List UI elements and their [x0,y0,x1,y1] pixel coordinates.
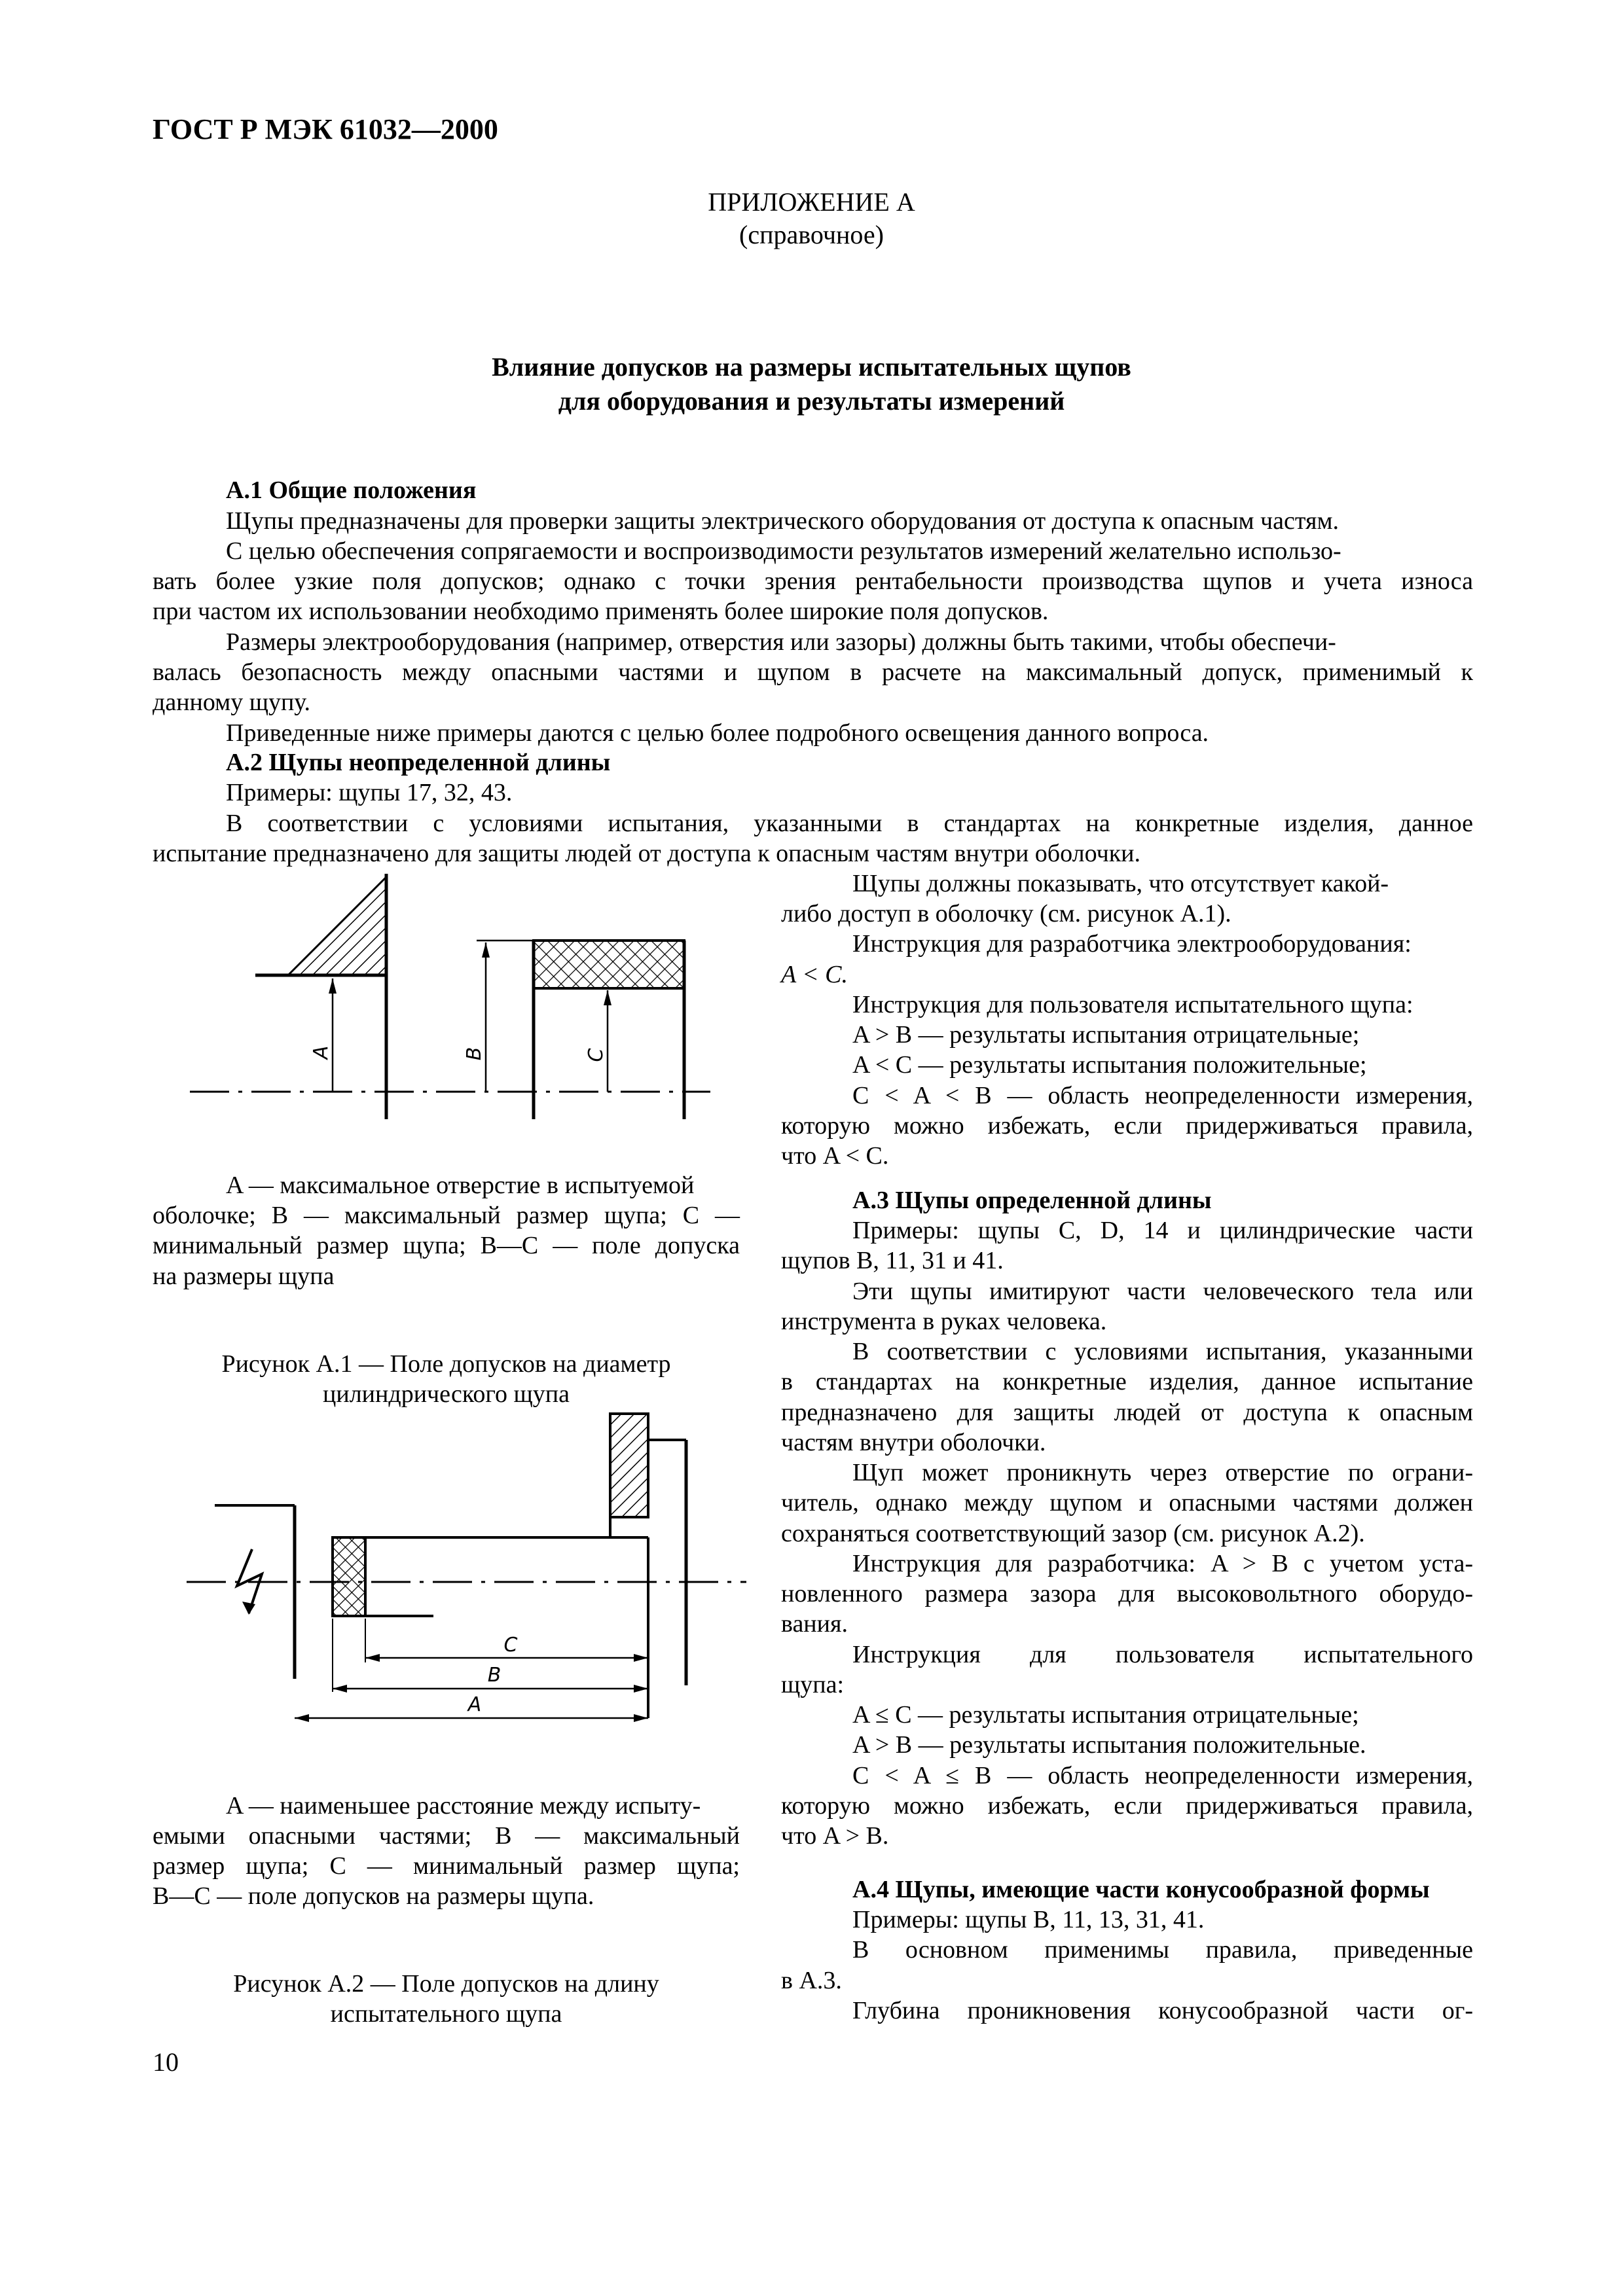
fig2-legend-line1: A — наименьшее расстояние между испыту- [226,1792,701,1820]
a4-p1-line1: В основном применимы правила, приведенные [852,1936,1473,1964]
a2-right-line2: либо доступ в оболочку (см. рисунок А.1). [781,900,1231,927]
a3-p2-line4: частям внутри оболочки. [781,1429,1046,1456]
appendix-kind: (справочное) [739,220,884,249]
fig1-caption-line1: Рисунок А.1 — Поле допусков на диаметр [221,1350,671,1378]
a4-examples: Примеры: щупы B, 11, 13, 31, 41. [852,1906,1205,1933]
a3-rule-1: A ≤ C — результаты испытания отрицательные; [852,1701,1359,1729]
fig1-legend-line2: оболочке; B — максимальный размер щупа; C — [153,1202,740,1229]
a3-p4-line1: Инструкция для разработчика: A > B с учетом уста- [852,1550,1473,1577]
a3-p2-line2: в стандартах на конкретные изделия, данное испытание [781,1368,1473,1395]
fig2-label-a: A [467,1693,482,1716]
a2-right-line7: A < C — результаты испытания положительные; [852,1051,1367,1079]
a3-p3-line3: сохраняться соответствующий зазор (см. рисунок А.2). [781,1520,1365,1547]
fig1-label-b: B [463,1047,486,1061]
fig1-label-a: A [310,1045,333,1060]
fig1-legend-line1: A — максимальное отверстие в испытуемой [226,1172,695,1199]
a3-p3-line2: читель, однако между щупом и опасными частями должен [781,1489,1473,1516]
a3-examples-line1: Примеры: щупы C, D, 14 и цилиндрические части [852,1217,1473,1244]
a2-p1-line1: В соответствии с условиями испытания, указанными в стандартах на конкретные изделия, данное [226,810,1473,837]
a1-p3-line2: валась безопасность между опасными частями и щупом в расчете на максимальный допуск, применимый к [153,658,1473,686]
a3-rule-2: A > B — результаты испытания положительные. [852,1731,1366,1759]
a2-right-line1: Щупы должны показывать, что отсутствует какой- [852,870,1389,897]
document-header: ГОСТ Р МЭК 61032—2000 [153,113,498,145]
a2-right-line10: что A < C. [781,1142,889,1170]
a2-right-line3: Инструкция для разработчика электрооборудования: [852,930,1412,958]
a3-p4-line2: новленного размера зазора для высоковольтного оборудо- [781,1580,1473,1607]
obstacle-hatched-block [610,1414,648,1517]
a1-p3-line3: данному щупу. [153,689,310,716]
fig2-caption-line2: испытательного щупа [330,2000,562,2028]
fig2-legend-line3: размер щупа; C — минимальный размер щупа; [153,1852,740,1880]
appendix-title-line2: для оборудования и результаты измерений [558,386,1065,416]
a3-p3-line1: Щуп может проникнуть через отверстие по ограни- [852,1459,1473,1486]
a3-p5-line1: Инструкция для пользователя испытательного [852,1641,1473,1668]
appendix-label: ПРИЛОЖЕНИЕ А [708,187,915,217]
a3-p1-line2: инструмента в руках человека. [781,1308,1107,1335]
a3-p8-line2: которую можно избежать, если придерживаться правила, [781,1792,1473,1820]
a1-p3-line1: Размеры электрооборудования (например, отверстия или зазоры) должны быть такими, чтобы обеспечи- [226,628,1336,656]
a2-examples: Примеры: щупы 17, 32, 43. [226,779,513,806]
fig2-label-b: B [487,1664,501,1687]
a4-p2: Глубина проникновения конусообразной части ог- [852,1997,1473,2024]
probe-crosshatched-head [534,941,684,988]
a3-examples-line2: щупов B, 11, 31 и 41. [781,1247,1004,1274]
a4-p1-line2: в А.3. [781,1967,842,1994]
a2-right-line6: A > B — результаты испытания отрицательные; [852,1021,1360,1049]
a1-p2-line2: вать более узкие поля допусков; однако с точки зрения рентабельности производства щупов и учета износа [153,567,1473,595]
a1-paragraph-1: Щупы предназначены для проверки защиты электрического оборудования от доступа к опасным частям. [226,507,1340,535]
a2-right-line5: Инструкция для пользователя испытательного щупа: [852,991,1413,1018]
fig1-caption-line2: цилиндрического щупа [323,1380,570,1408]
figure-a2-drawing [183,1410,759,1777]
section-a1-heading: А.1 Общие положения [226,476,477,504]
page-number: 10 [153,2047,179,2077]
a3-p1-line1: Эти щупы имитируют части человеческого тела или [852,1278,1473,1305]
fig2-legend-line2: емыми опасными частями; B — максимальный [153,1822,740,1850]
probe-crosshatched-collar [333,1537,365,1616]
fig1-legend-line3: минимальный размер щупа; B—C — поле допуска [153,1232,740,1259]
fig2-legend-line4: B—C — поле допусков на размеры щупа. [153,1882,594,1910]
a2-right-line8: C < A < B — область неопределенности измерения, [852,1082,1473,1109]
a2-right-line4: A < C. [781,961,848,988]
a1-paragraph-4: Приведенные ниже примеры даются с целью более подробного освещения данного вопроса. [226,719,1209,747]
fig2-caption-line1: Рисунок А.2 — Поле допусков на длину [233,1970,659,1998]
a2-p1-line2: испытание предназначено для защиты людей от доступа к опасным частям внутри оболочки. [153,840,1141,867]
a1-p2-line3: при частом их использовании необходимо применять более широкие поля допусков. [153,598,1049,625]
a3-p8-line3: что A > B. [781,1822,889,1850]
figure-a1-drawing [183,857,727,1139]
a3-p2-line3: предназначено для защиты людей от доступа к опасным [781,1399,1473,1426]
fig1-legend-line4: на размеры щупа [153,1263,335,1290]
a1-p2-line1: С целью обеспечения сопрягаемости и воспроизводимости результатов измерений желательно использо- [226,537,1341,565]
section-a3-heading: А.3 Щупы определенной длины [852,1187,1212,1214]
a3-p4-line3: вания. [781,1610,848,1638]
appendix-title-line1: Влияние допусков на размеры испытательных щупов [492,352,1131,382]
fig2-label-c: C [503,1634,518,1657]
section-a2-heading: А.2 Щупы неопределенной длины [226,749,611,776]
a3-p8-line1: C < A ≤ B — область неопределенности измерения, [852,1762,1473,1789]
enclosure-hatched-wall [288,877,386,975]
fig1-label-c: C [585,1048,608,1062]
a3-p5-line2: щупа: [781,1671,845,1698]
a2-right-line9: которую можно избежать, если придерживаться правила, [781,1112,1473,1139]
a3-p2-line1: В соответствии с условиями испытания, указанными [852,1338,1473,1365]
section-a4-heading: А.4 Щупы, имеющие части конусообразной формы [852,1876,1430,1903]
